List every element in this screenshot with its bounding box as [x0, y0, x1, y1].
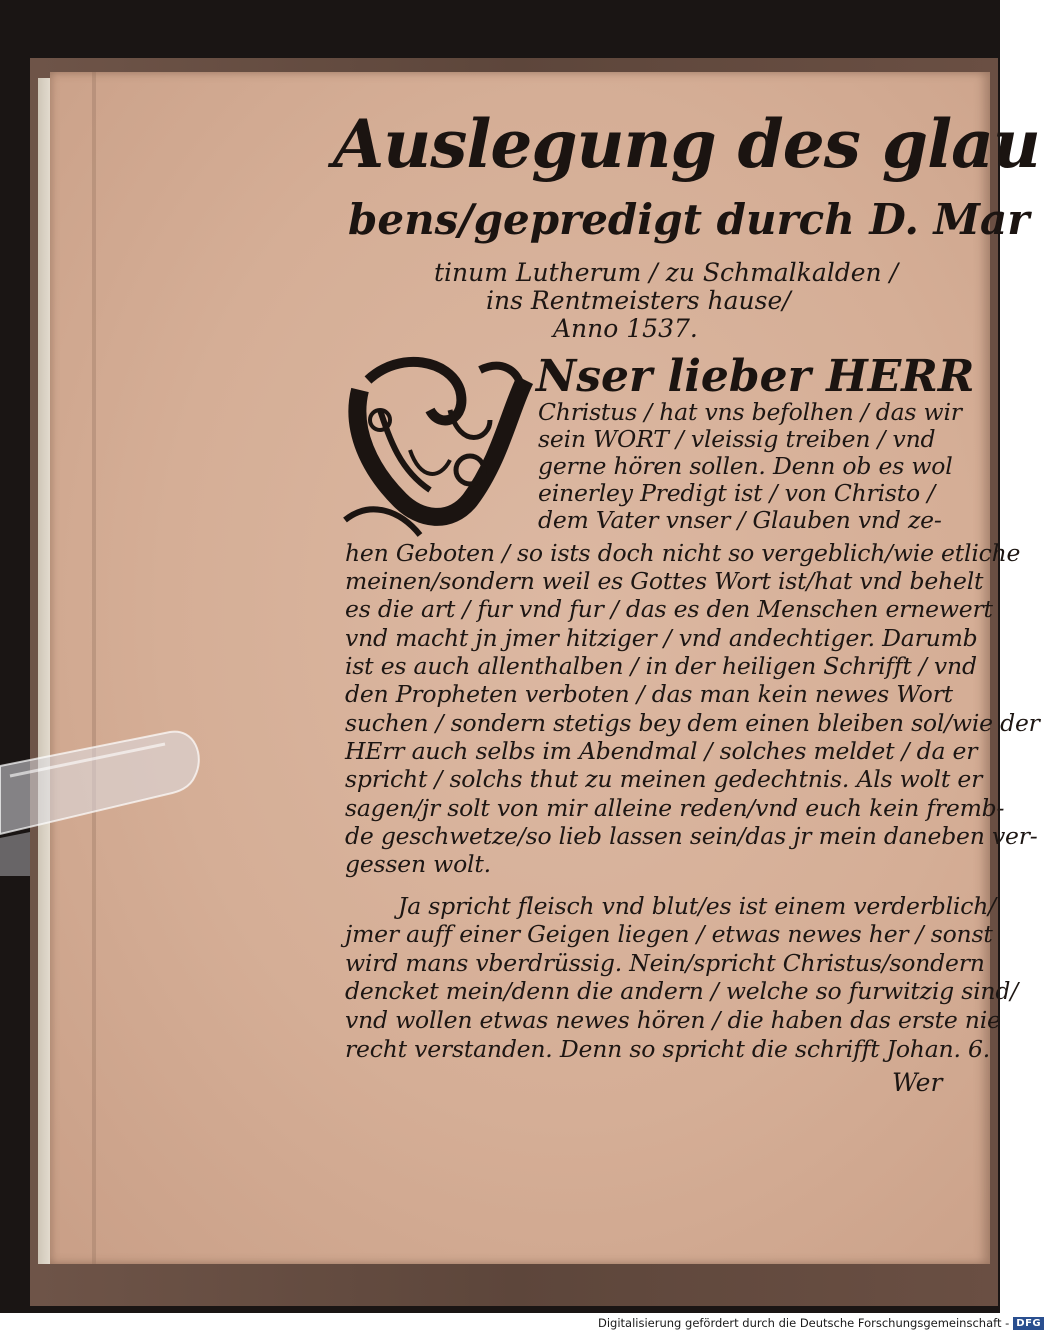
body-line: sein WORT / vleissig treiben / vnd	[538, 425, 936, 453]
body-line: suchen / sondern stetigs bey dem einen bleiben sol/wie der	[345, 709, 1040, 737]
body-line: wird mans vberdrüssig. Nein/spricht Christus/sondern	[345, 949, 985, 977]
decorated-initial	[340, 350, 530, 540]
body-line: HErr auch selbs im Abendmal / solches meldet / da er	[345, 737, 978, 765]
body-line: sagen/jr solt von mir alleine reden/vnd euch kein fremb-	[345, 794, 1005, 822]
body-line: recht verstanden. Denn so spricht die schrifft Johan. 6.	[345, 1035, 991, 1063]
first-line: Nser lieber HERR	[536, 351, 975, 402]
body-line: einerley Predigt ist / von Christo /	[538, 479, 935, 507]
body-line: vnd macht jn jmer hitziger / vnd andechtiger. Darumb	[345, 624, 978, 652]
body-line: den Propheten verboten / das man kein newes Wort	[345, 680, 953, 708]
footer-text: Digitalisierung gefördert durch die Deutsche Forschungsgemeinschaft -	[598, 1316, 1010, 1330]
body-line: gerne hören sollen. Denn ob es wol	[538, 452, 953, 480]
plastic-clip	[0, 726, 210, 876]
subtitle-line: Anno 1537.	[553, 314, 698, 343]
initial-ornament-icon	[340, 350, 530, 540]
body-line: spricht / solchs thut zu meinen gedechtnis. Als wolt er	[345, 765, 983, 793]
page-fold	[92, 72, 96, 1264]
dfg-logo: DFG	[1013, 1317, 1044, 1330]
body-line: gessen wolt.	[345, 850, 491, 878]
body-line: Ja spricht fleisch vnd blut/es ist einem verderblich/	[398, 892, 996, 920]
body-line: ist es auch allenthalben / in der heiligen Schrifft / vnd	[345, 652, 977, 680]
body-line: de geschwetze/so lieb lassen sein/das jr mein daneben ver-	[345, 822, 1038, 850]
digitization-footer	[598, 1314, 1042, 1333]
body-line: meinen/sondern weil es Gottes Wort ist/hat vnd behelt	[345, 567, 984, 595]
body-line: jmer auff einer Geigen liegen / etwas newes her / sonst	[345, 920, 993, 948]
body-line: hen Geboten / so ists doch nicht so vergeblich/wie etliche	[345, 539, 1021, 567]
subtitle-line: ins Rentmeisters hause/	[486, 286, 791, 315]
body-line: es die art / fur vnd fur / das es den Menschen ernewert	[345, 595, 993, 623]
body-line: dem Vater vnser / Glauben vnd ze-	[538, 506, 942, 534]
subtitle-line: tinum Lutherum / zu Schmalkalden /	[434, 258, 898, 287]
body-line: vnd wollen etwas newes hören / die haben das erste nie	[345, 1006, 1001, 1034]
body-line: Christus / hat vns befolhen / das wir	[538, 398, 962, 426]
title-line-1: Auslegung des glau	[333, 105, 1040, 183]
catchword: Wer	[892, 1068, 943, 1097]
clip-icon	[0, 726, 210, 876]
body-line: dencket mein/denn die andern / welche so furwitzig sind/	[345, 977, 1018, 1005]
title-line-2: bens/gepredigt durch D. Mar	[348, 195, 1030, 244]
